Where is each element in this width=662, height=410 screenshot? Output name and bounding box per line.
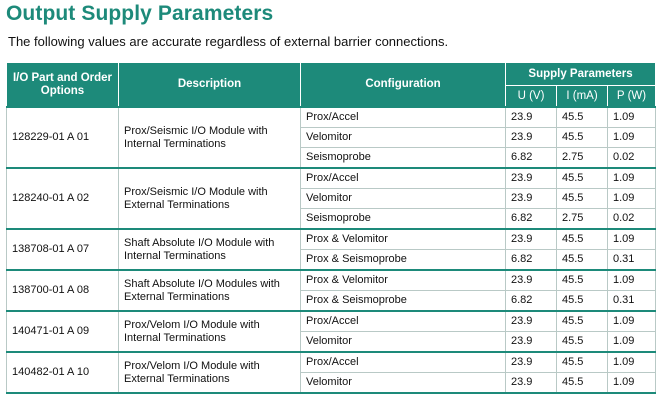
header-description: Description xyxy=(119,63,301,108)
voltage-cell: 6.82 xyxy=(506,291,557,312)
part-number-cell: 140482-01 A 10 xyxy=(7,352,119,393)
power-cell: 1.09 xyxy=(608,128,656,148)
header-part: I/O Part and Order Options xyxy=(7,63,119,108)
voltage-cell: 23.9 xyxy=(506,332,557,353)
table-row xyxy=(7,229,656,250)
current-cell: 45.5 xyxy=(557,373,608,394)
current-cell: 45.5 xyxy=(557,229,608,250)
power-cell: 1.09 xyxy=(608,270,656,291)
current-cell: 45.5 xyxy=(557,250,608,271)
header-configuration: Configuration xyxy=(301,63,506,108)
header-current: I (mA) xyxy=(557,86,608,108)
current-cell: 45.5 xyxy=(557,311,608,332)
configuration-cell: Prox/Accel xyxy=(301,352,506,373)
header-voltage: U (V) xyxy=(506,86,557,108)
part-number-cell: 138700-01 A 08 xyxy=(7,270,119,311)
part-number-cell: 140471-01 A 09 xyxy=(7,311,119,352)
configuration-cell: Seismoprobe xyxy=(301,148,506,169)
current-cell: 45.5 xyxy=(557,270,608,291)
supply-parameters-table xyxy=(6,62,656,394)
voltage-cell: 23.9 xyxy=(506,270,557,291)
description-cell: Prox/Seismic I/O Module with External Terminations xyxy=(119,168,301,229)
current-cell: 45.5 xyxy=(557,189,608,209)
part-number-cell: 128229-01 A 01 xyxy=(7,107,119,168)
current-cell: 2.75 xyxy=(557,209,608,230)
part-number-cell: 138708-01 A 07 xyxy=(7,229,119,270)
current-cell: 45.5 xyxy=(557,291,608,312)
power-cell: 1.09 xyxy=(608,373,656,394)
power-cell: 1.09 xyxy=(608,189,656,209)
configuration-cell: Prox/Accel xyxy=(301,168,506,189)
voltage-cell: 6.82 xyxy=(506,148,557,169)
power-cell: 1.09 xyxy=(608,168,656,189)
power-cell: 1.09 xyxy=(608,311,656,332)
description-cell: Shaft Absolute I/O Module with Internal Terminations xyxy=(119,229,301,270)
description-cell: Shaft Absolute I/O Modules with External Terminations xyxy=(119,270,301,311)
current-cell: 45.5 xyxy=(557,168,608,189)
current-cell: 2.75 xyxy=(557,148,608,169)
voltage-cell: 23.9 xyxy=(506,107,557,128)
voltage-cell: 23.9 xyxy=(506,311,557,332)
current-cell: 45.5 xyxy=(557,352,608,373)
power-cell: 1.09 xyxy=(608,107,656,128)
power-cell: 1.09 xyxy=(608,332,656,353)
voltage-cell: 6.82 xyxy=(506,250,557,271)
table-row xyxy=(7,168,656,189)
voltage-cell: 23.9 xyxy=(506,168,557,189)
configuration-cell: Seismoprobe xyxy=(301,209,506,230)
header-supply-parameters: Supply Parameters xyxy=(506,63,656,86)
power-cell: 0.31 xyxy=(608,291,656,312)
voltage-cell: 23.9 xyxy=(506,189,557,209)
voltage-cell: 6.82 xyxy=(506,209,557,230)
table-row xyxy=(7,107,656,128)
configuration-cell: Velomitor xyxy=(301,128,506,148)
voltage-cell: 23.9 xyxy=(506,128,557,148)
power-cell: 1.09 xyxy=(608,352,656,373)
configuration-cell: Velomitor xyxy=(301,373,506,394)
table-body xyxy=(7,107,656,393)
page-title: Output Supply Parameters xyxy=(6,2,274,25)
configuration-cell: Prox & Velomitor xyxy=(301,229,506,250)
configuration-cell: Velomitor xyxy=(301,332,506,353)
description-cell: Prox/Seismic I/O Module with Internal Terminations xyxy=(119,107,301,168)
table-row xyxy=(7,311,656,332)
power-cell: 0.02 xyxy=(608,148,656,169)
table-row xyxy=(7,352,656,373)
configuration-cell: Prox & Seismoprobe xyxy=(301,291,506,312)
configuration-cell: Prox & Velomitor xyxy=(301,270,506,291)
page-subtitle: The following values are accurate regardless of external barrier connections. xyxy=(8,34,449,49)
configuration-cell: Velomitor xyxy=(301,189,506,209)
voltage-cell: 23.9 xyxy=(506,229,557,250)
configuration-cell: Prox/Accel xyxy=(301,107,506,128)
configuration-cell: Prox & Seismoprobe xyxy=(301,250,506,271)
power-cell: 1.09 xyxy=(608,229,656,250)
power-cell: 0.02 xyxy=(608,209,656,230)
power-cell: 0.31 xyxy=(608,250,656,271)
description-cell: Prox/Velom I/O Module with External Terminations xyxy=(119,352,301,393)
current-cell: 45.5 xyxy=(557,128,608,148)
voltage-cell: 23.9 xyxy=(506,352,557,373)
current-cell: 45.5 xyxy=(557,332,608,353)
table-row xyxy=(7,270,656,291)
voltage-cell: 23.9 xyxy=(506,373,557,394)
current-cell: 45.5 xyxy=(557,107,608,128)
header-power: P (W) xyxy=(608,86,656,108)
configuration-cell: Prox/Accel xyxy=(301,311,506,332)
part-number-cell: 128240-01 A 02 xyxy=(7,168,119,229)
description-cell: Prox/Velom I/O Module with Internal Terminations xyxy=(119,311,301,352)
